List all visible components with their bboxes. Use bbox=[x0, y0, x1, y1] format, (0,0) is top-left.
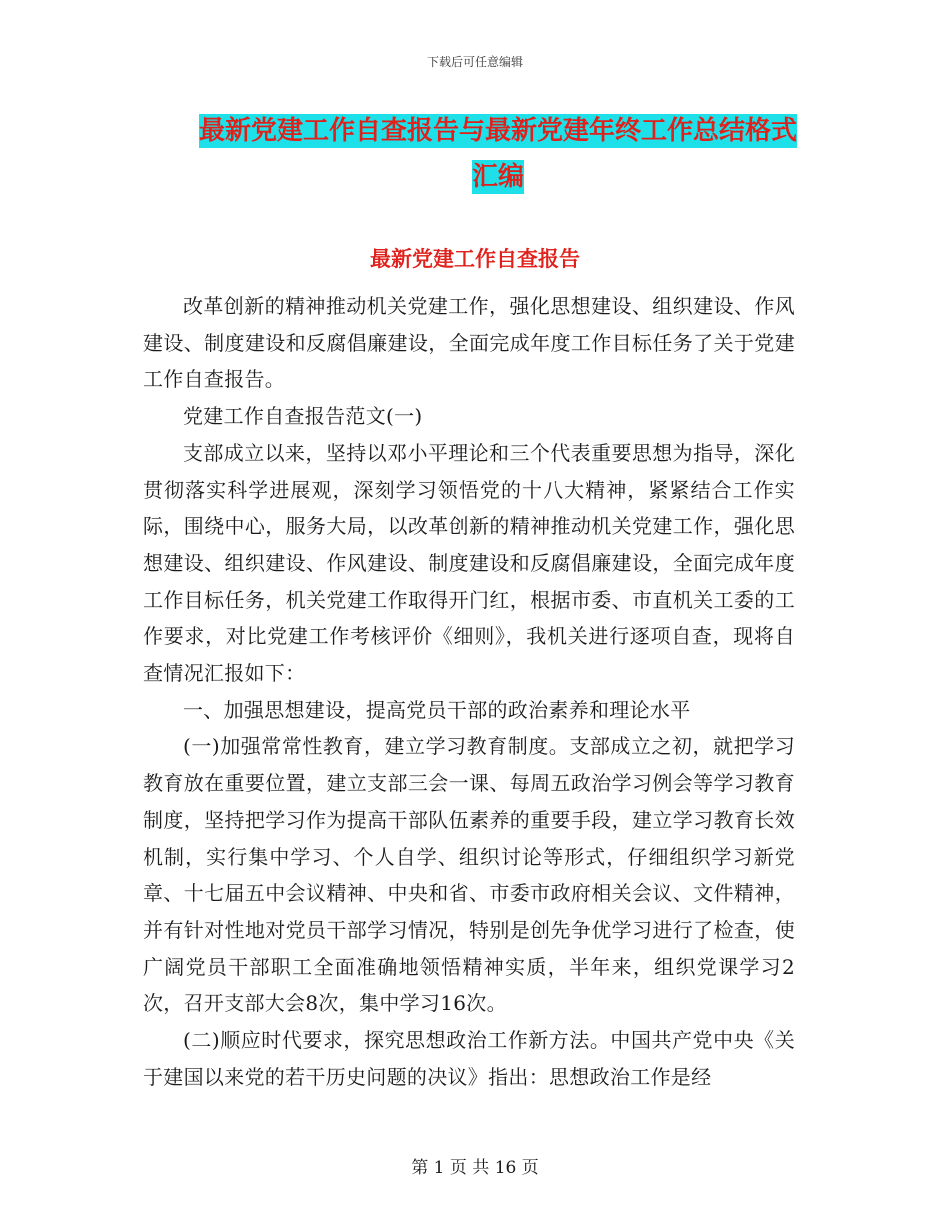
document-title-line-1: 最新党建工作自查报告与最新党建年终工作总结格式 bbox=[198, 116, 797, 146]
document-title bbox=[190, 108, 806, 200]
page-number: 第 1 页 共 16 页 bbox=[411, 1158, 539, 1178]
paragraph-item-1: (一)加强常常性教育，建立学习教育制度。支部成立之初，就把学习教育放在重要位置，建立支部三会一课、每周五政治学习例会等学习教育制度，坚持把学习作为提高干部队伍素养的重要手段，建立学习教育长效机制，实行集中学习、个人自学、组织讨论等形式，仔细组织学习新党章、十七届五中会议精神、中央和省、市委市政府相关会议、文件精神，并有针对性地对党员干部学习情况，特别是创先争优学习进行了检查，使广阔党员干部职工全面准确地领悟精神实质，半年来，组织党课学习2次，召开支部大会8次，集中学习16次。 bbox=[143, 734, 795, 1016]
body-text bbox=[143, 288, 795, 1095]
paragraph-intro: 改革创新的精神推动机关党建工作，强化思想建设、组织建设、作风建设、制度建设和反腐倡廉建设，全面完成年度工作目标任务了关于党建工作自查报告。 bbox=[143, 294, 795, 392]
header-note: 下载后可任意编辑 bbox=[426, 55, 523, 69]
paragraph-heading-one: 一、加强思想建设，提高党员干部的政治素养和理论水平 bbox=[183, 697, 691, 722]
paragraph-sample-heading: 党建工作自查报告范文(一) bbox=[183, 404, 423, 429]
document-title-line-2: 汇编 bbox=[471, 162, 524, 192]
paragraph-item-2: (二)顺应时代要求，探究思想政治工作新方法。中国共产党中央《关于建国以来党的若干历史问题的决议》指出：思想政治工作是经 bbox=[143, 1028, 795, 1089]
paragraph-overview: 支部成立以来，坚持以邓小平理论和三个代表重要思想为指导，深化贯彻落实科学进展观，深刻学习领悟党的十八大精神，紧紧结合工作实际，围绕中心，服务大局，以改革创新的精神推动机关党建工作，强化思想建设、组织建设、作风建设、制度建设和反腐倡廉建设，全面完成年度工作目标任务，机关党建工作取得开门红，根据市委、市直机关工委的工作要求，对比党建工作考核评价《细则》，我机关进行逐项自查，现将自查情况汇报如下： bbox=[143, 440, 795, 686]
section-title: 最新党建工作自查报告 bbox=[370, 247, 580, 271]
